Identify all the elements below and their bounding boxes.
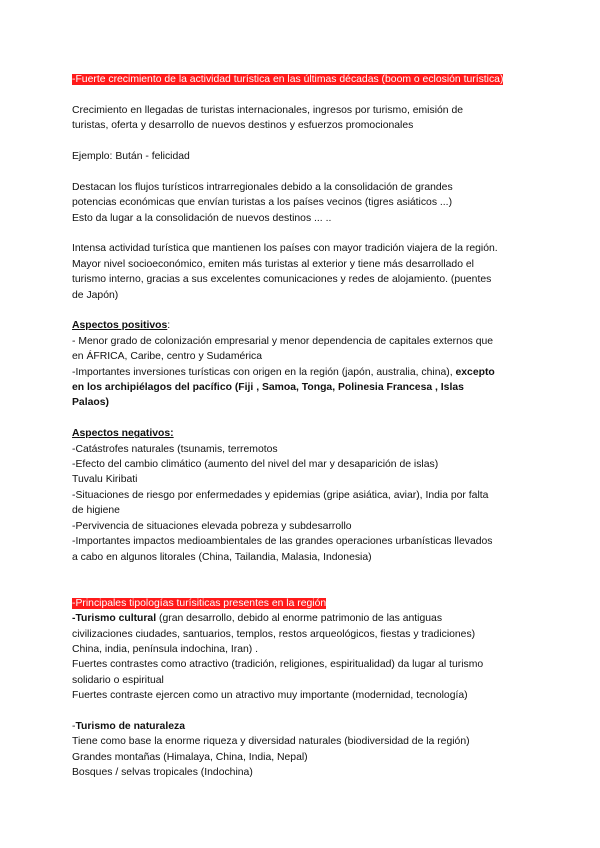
- negative-item-2: -Efecto del cambio climático (aumento del nivel del mar y desaparición de islas): [72, 459, 439, 471]
- paragraph-flows-2: potencias económicas que envían turistas a los países vecinos (tigres asiáticos ...): [72, 197, 453, 209]
- positive-item-1b: en ÁFRICA, Caribe, centro y Sudamérica: [72, 351, 262, 363]
- positive-item-1a: - Menor grado de colonización empresarial y menor dependencia de capitales externos que: [72, 335, 494, 347]
- positive-item-2a: -Importantes inversiones turísticas con origen en la región (japón, australia, china), excepto: [72, 366, 495, 378]
- nature-tourism-heading: -Turismo de naturaleza: [72, 720, 185, 732]
- negative-aspects-heading: Aspectos negativos:: [72, 428, 174, 440]
- negative-item-6b: a cabo en algunos litorales (China, Tailandia, Malasia, Indonesia): [72, 551, 372, 563]
- cultural-tourism-line-2: civilizaciones ciudades, santuarios, templos, restos arqueológicos, fiestas y tradiciones): [72, 628, 476, 640]
- paragraph-activity-2: Mayor nivel socioeconómico, emiten más turistas al exterior y tiene más desarrollado el: [72, 258, 474, 270]
- paragraph-flows-1: Destacan los flujos turísticos intrarregionales debido a la consolidación de grandes: [72, 181, 453, 193]
- positive-aspects-heading: Aspectos positivos:: [72, 320, 171, 332]
- nature-tourism-line-3: Bosques / selvas tropicales (Indochina): [72, 767, 253, 779]
- section-heading-typologies: -Principales tipologías turísiticas presentes en la región: [72, 597, 327, 609]
- paragraph-activity-4: de Japón): [72, 289, 119, 301]
- nature-tourism-line-2: Grandes montañas (Himalaya, China, India, Nepal): [72, 751, 308, 763]
- cultural-tourism-line-5: solidario o espiritual: [72, 674, 164, 686]
- paragraph-growth-2: turistas, oferta y desarrollo de nuevos destinos y esfuerzos promocionales: [72, 120, 414, 132]
- section-heading-growth: -Fuerte crecimiento de la actividad turística en las últimas décadas (boom o eclosión turística): [72, 74, 504, 85]
- negative-item-1: -Catástrofes naturales (tsunamis, terremotos: [72, 443, 278, 455]
- negative-item-6a: -Importantes impactos medioambientales de las grandes operaciones urbanísticas llevados: [72, 536, 493, 548]
- cultural-tourism-line-3: China, india, península indochina, Iran) .: [72, 643, 258, 655]
- paragraph-activity-3: turismo interno, gracias a sus excelentes comunicaciones y redes de alojamiento. (puentes: [72, 274, 492, 286]
- cultural-tourism-line-4: Fuertes contrastes como atractivo (tradición, religiones, espiritualidad) da lugar al turismo: [72, 659, 484, 671]
- cultural-tourism-line-1: -Turismo cultural (gran desarrollo, debido al enorme patrimonio de las antiguas: [72, 613, 443, 625]
- example-line: Ejemplo: Bután - felicidad: [72, 151, 190, 162]
- paragraph-activity-1: Intensa actividad turística que mantienen los países con mayor tradición viajera de la región.: [72, 243, 498, 255]
- negative-item-3: Tuvalu Kiribati: [72, 474, 138, 486]
- negative-item-4a: -Situaciones de riesgo por enfermedades y epidemias (gripe asiática, aviar), India por falta: [72, 489, 489, 501]
- positive-item-2c: Palaos): [72, 397, 109, 409]
- positive-item-2b: en los archipiélagos del pacífico (Fiji , Samoa, Tonga, Polinesia Francesa , Islas: [72, 382, 464, 394]
- cultural-tourism-line-6: Fuertes contraste ejercen como un atractivo muy importante (modernidad, tecnología): [72, 690, 468, 702]
- negative-item-5: -Pervivencia de situaciones elevada pobreza y subdesarrollo: [72, 520, 352, 532]
- negative-item-4b: de higiene: [72, 505, 120, 517]
- paragraph-flows-3: Esto da lugar a la consolidación de nuevos destinos ... ..: [72, 212, 332, 224]
- nature-tourism-line-1: Tiene como base la enorme riqueza y diversidad naturales (biodiversidad de la región): [72, 736, 470, 748]
- paragraph-growth-1: Crecimiento en llegadas de turistas internacionales, ingresos por turismo, emisión de: [72, 104, 463, 116]
